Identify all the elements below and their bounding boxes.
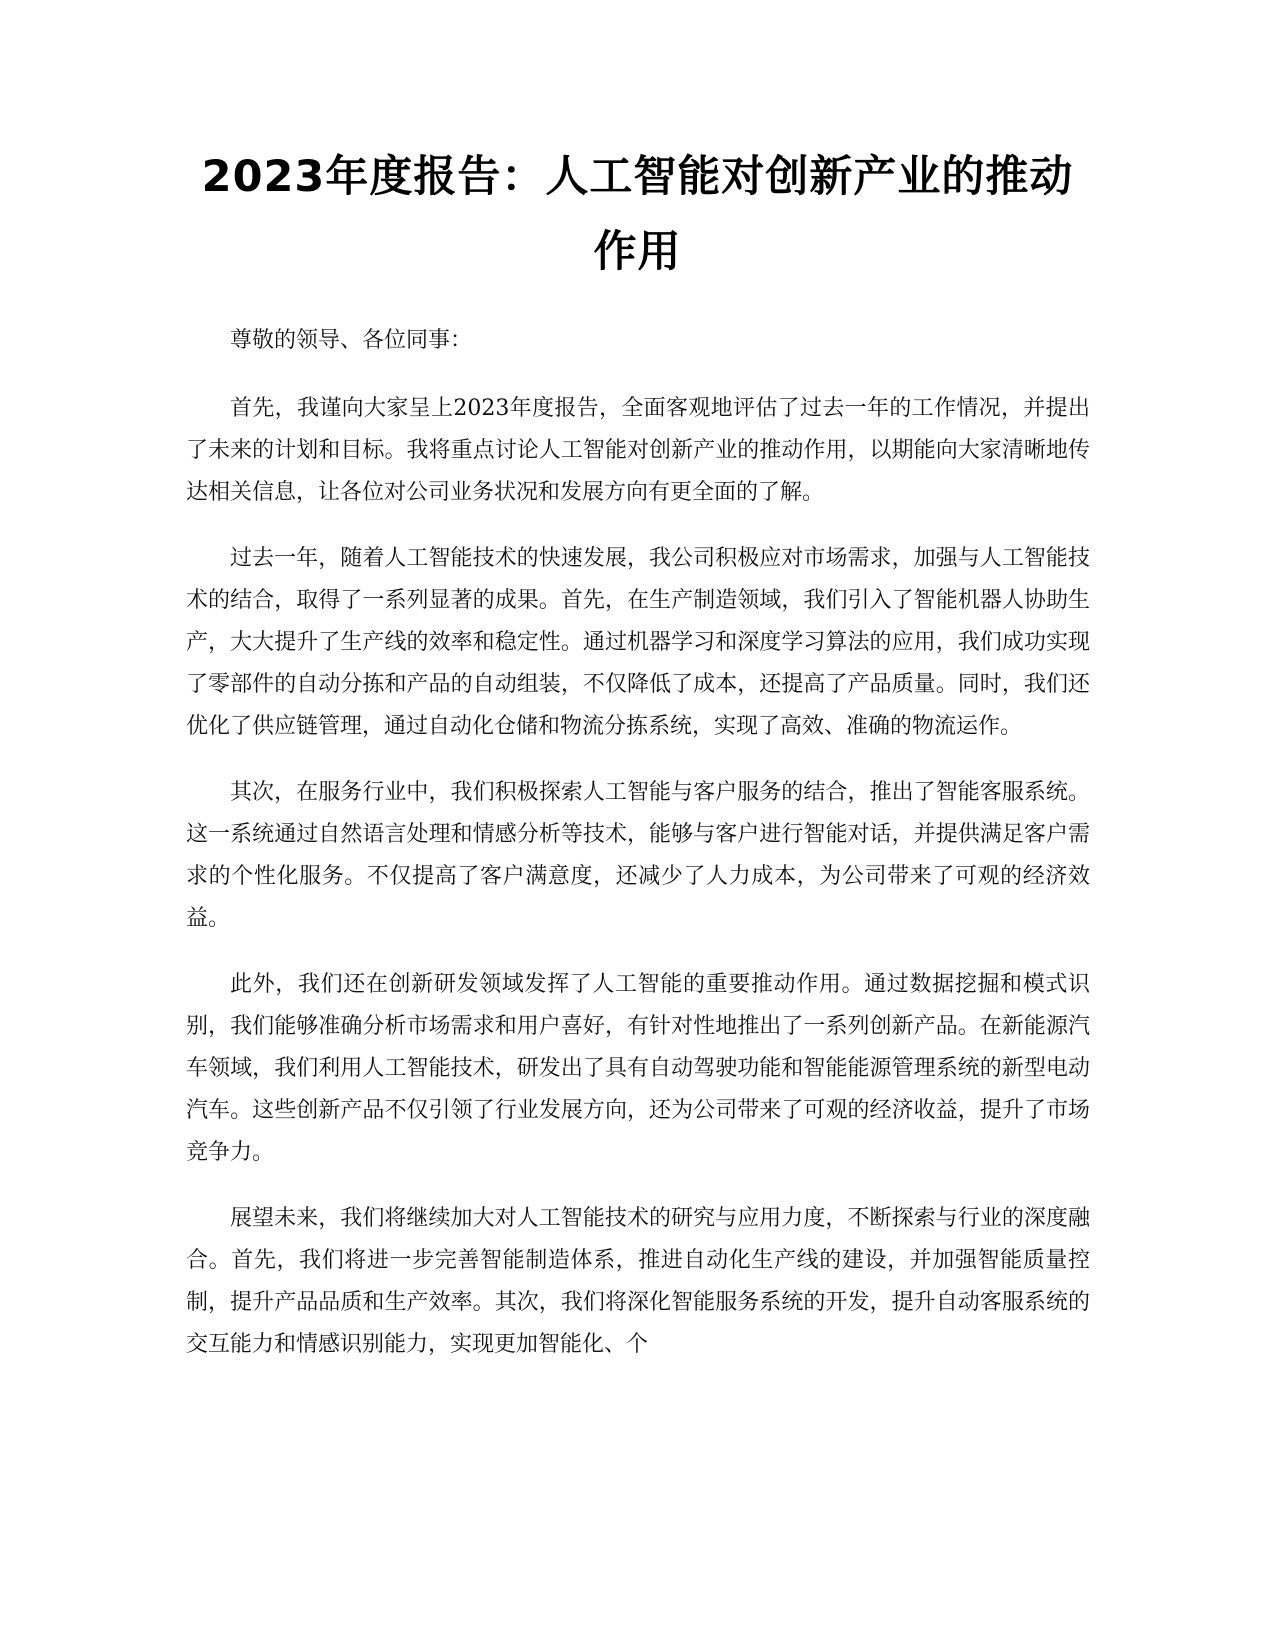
- paragraph-intro: 首先，我谨向大家呈上2023年度报告，全面客观地评估了过去一年的工作情况，并提出了未来的计划和目标。我将重点讨论人工智能对创新产业的推动作用，以期能向大家清晰地传达相关信息，让各位对公司业务状况和发展方向有更全面的了解。: [186, 396, 1090, 505]
- document-title: 2023年度报告：人工智能对创新产业的推动作用: [201, 152, 1074, 277]
- paragraph-outlook: 展望未来，我们将继续加大对人工智能技术的研究与应用力度，不断探索与行业的深度融合。首先，我们将进一步完善智能制造体系，推进自动化生产线的建设，并加强智能质量控制，提升产品品质和生产效率。其次，我们将深化智能服务系统的开发，提升自动客服系统的交互能力和情感识别能力，实现更加智能化、个: [186, 1206, 1090, 1357]
- document-body: [186, 320, 1090, 1390]
- paragraph-innovation-rd: 此外，我们还在创新研发领域发挥了人工智能的重要推动作用。通过数据挖掘和模式识别，我们能够准确分析市场需求和用户喜好，有针对性地推出了一系列创新产品。在新能源汽车领域，我们利用人工智能技术，研发出了具有自动驾驶功能和智能能源管理系统的新型电动汽车。这些创新产品不仅引领了行业发展方向，还为公司带来了可观的经济收益，提升了市场竞争力。: [186, 972, 1090, 1165]
- paragraph-past-year: 过去一年，随着人工智能技术的快速发展，我公司积极应对市场需求，加强与人工智能技术的结合，取得了一系列显著的成果。首先，在生产制造领域，我们引入了智能机器人协助生产，大大提升了生产线的效率和稳定性。通过机器学习和深度学习算法的应用，我们成功实现了零部件的自动分拣和产品的自动组装，不仅降低了成本，还提高了产品质量。同时，我们还优化了供应链管理，通过自动化仓储和物流分拣系统，实现了高效、准确的物流运作。: [186, 546, 1090, 739]
- paragraph-service-industry: 其次，在服务行业中，我们积极探索人工智能与客户服务的结合，推出了智能客服系统。这一系统通过自然语言处理和情感分析等技术，能够与客户进行智能对话，并提供满足客户需求的个性化服务。不仅提高了客户满意度，还减少了人力成本，为公司带来了可观的经济效益。: [186, 780, 1090, 931]
- greeting-paragraph: 尊敬的领导、各位同事：: [230, 328, 473, 353]
